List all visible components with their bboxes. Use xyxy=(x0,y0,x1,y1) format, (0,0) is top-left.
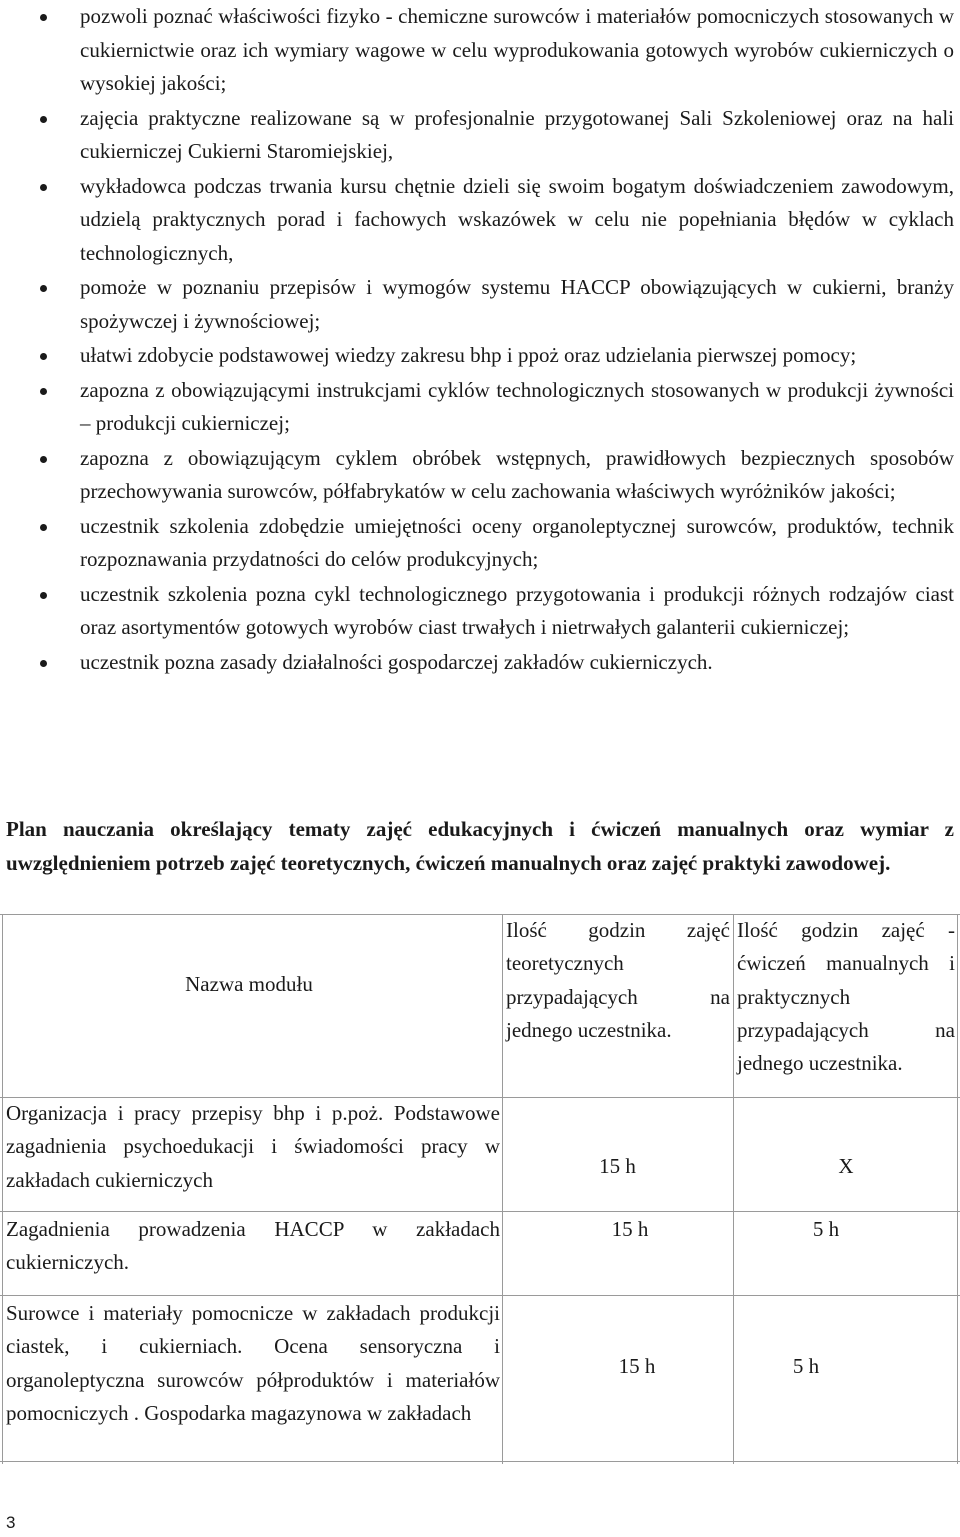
list-item: pozwoli poznać właściwości fizyko - chemiczne surowców i materiałów pomocniczych stosowanych w cukiernictwie oraz ich wymiary wagowe w celu wyprodukowania gotowych wyrobów cukierniczych o wysokiej jakości; xyxy=(0,0,960,101)
table-row-practice: X xyxy=(838,1154,854,1178)
list-item: zapozna z obowiązującym cyklem obróbek wstępnych, prawidłowych bezpiecznych sposobów przechowywania surowców, półfabrykatów w celu zachowania właściwych wyróżników jakości; xyxy=(0,442,960,509)
bullet-icon xyxy=(40,456,47,463)
table-border xyxy=(2,914,3,1464)
bullet-icon xyxy=(40,524,47,531)
table-row-theory: 15 h xyxy=(599,1154,636,1178)
table-row-module: Surowce i materiały pomocnicze w zakładach produkcji ciastek, i cukierniach. Ocena sensoryczna i organoleptyczna surowców półproduktów i materiałów pomocniczych . Gospodarka magazynowa w zakładach xyxy=(6,1301,500,1425)
list-item: wykładowca podczas trwania kursu chętnie dzieli się swoim bogatym doświadczeniem zawodowym, udzielą praktycznych porad i fachowych wskazówek w celu nie popełniania błędów w cyklach technologicznych, xyxy=(0,170,960,271)
list-item: pomoże w poznaniu przepisów i wymogów systemu HACCP obowiązujących w cukierni, branży spożywczej i żywnościowej; xyxy=(0,271,960,338)
list-item: uczestnik szkolenia pozna cykl technologicznego przygotowania i produkcji różnych rodzajów ciast oraz asortymentów gotowych wyrobów ciast trwałych i nietrwałych galanterii cukierniczej; xyxy=(0,578,960,645)
list-item: uczestnik pozna zasady działalności gospodarczej zakładów cukierniczych. xyxy=(0,646,960,680)
bullet-icon xyxy=(40,592,47,599)
bullet-icon xyxy=(40,353,47,360)
table-row-theory: 15 h xyxy=(618,1354,656,1378)
header-module: Nazwa modułu xyxy=(185,972,313,996)
list-item: uczestnik szkolenia zdobędzie umiejętności oceny organoleptycznej surowców, produktów, technik rozpoznawania przydatności do celów produkcyjnych; xyxy=(0,510,960,577)
table-row-theory: 15 h xyxy=(611,1217,649,1241)
section-heading: Plan nauczania określający tematy zajęć edukacyjnych i ćwiczeń manualnych oraz wymiar z uwzględnieniem potrzeb zajęć teoretycznych, ćwiczeń manualnych oraz zajęć praktyki zawodowej. xyxy=(6,817,954,875)
table-row-practice: 5 h xyxy=(792,1354,820,1378)
bullet-icon xyxy=(40,660,47,667)
header-practice-hours: Ilość godzin zajęć - ćwiczeń manualnych i praktycznych przypadających na jednego uczestnika. xyxy=(737,918,955,1076)
bullet-icon xyxy=(40,388,47,395)
list-item: zapozna z obowiązującymi instrukcjami cyklów technologicznych stosowanych w produkcji żywności – produkcji cukierniczej; xyxy=(0,374,960,441)
table-border xyxy=(0,1461,960,1462)
list-item: zajęcia praktyczne realizowane są w profesjonalnie przygotowanej Sali Szkoleniowej oraz na hali cukierniczej Cukierni Staromiejskiej, xyxy=(0,102,960,169)
table-border xyxy=(0,1211,960,1212)
curriculum-table xyxy=(0,914,960,1464)
bullet-list xyxy=(0,0,960,680)
list-item: ułatwi zdobycie podstawowej wiedzy zakresu bhp i ppoż oraz udzielania pierwszej pomocy; xyxy=(0,339,960,373)
table-border xyxy=(502,914,503,1464)
bullet-icon xyxy=(40,285,47,292)
table-border xyxy=(0,1295,960,1296)
bullet-icon xyxy=(40,184,47,191)
table-row-module: Zagadnienia prowadzenia HACCP w zakładach cukierniczych. xyxy=(6,1217,500,1275)
bullet-icon xyxy=(40,116,47,123)
bullet-icon xyxy=(40,14,47,21)
table-border xyxy=(957,914,958,1464)
table-row-module: Organizacja i pracy przepisy bhp i p.poż. Podstawowe zagadnienia psychoedukacji i świadomości pracy w zakładach cukierniczych xyxy=(6,1101,500,1192)
header-theory-hours: Ilość godzin zajęć teoretycznych przypadających na jednego uczestnika. xyxy=(506,918,730,1042)
page-number: 3 xyxy=(6,1513,16,1532)
table-row-practice: 5 h xyxy=(812,1217,840,1241)
